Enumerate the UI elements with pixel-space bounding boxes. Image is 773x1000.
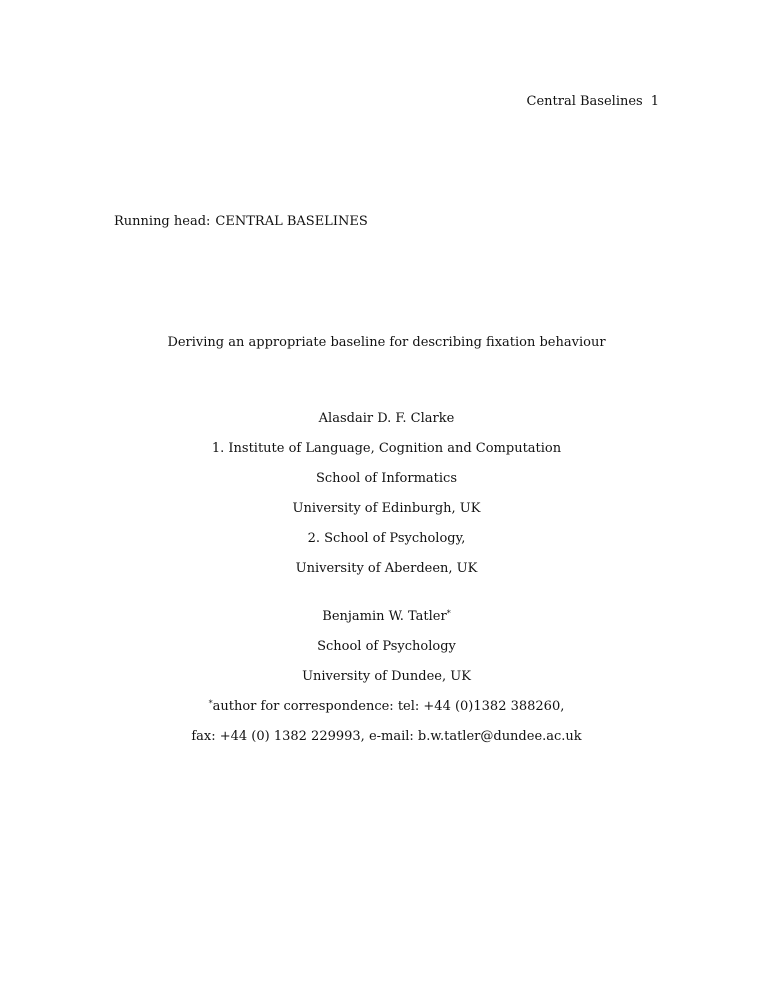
page-header <box>527 94 660 110</box>
header-page-number: 1 <box>650 94 659 109</box>
header-running-title: Central Baselines <box>526 94 643 109</box>
author-affiliation: University of Aberdeen, UK <box>295 561 478 576</box>
author-footnote-marker: * <box>446 609 451 618</box>
running-head <box>114 214 368 230</box>
paper-title: Deriving an appropriate baseline for describing fixation behaviour <box>167 335 606 350</box>
author-affiliation: 2. School of Psychology, <box>307 531 466 546</box>
author-name <box>0 609 773 625</box>
running-head-value: CENTRAL BASELINES <box>215 214 368 229</box>
author-affiliation: 1. Institute of Language, Cognition and Computation <box>211 441 562 456</box>
author-affiliation: University of Edinburgh, UK <box>292 501 481 516</box>
correspondence-line-2: fax: +44 (0) 1382 229993, e-mail: b.w.tatler@dundee.ac.uk <box>191 729 582 744</box>
correspondence-text: author for correspondence: tel: +44 (0)1382 388260, <box>212 699 565 714</box>
correspondence-marker: * <box>208 699 213 708</box>
author-affiliation: University of Dundee, UK <box>302 669 471 684</box>
author-name-text: Benjamin W. Tatler <box>322 609 447 624</box>
correspondence-line-1 <box>0 699 773 715</box>
running-head-label: Running head: <box>114 214 211 229</box>
author-affiliation: School of Psychology <box>317 639 456 654</box>
author-affiliation: School of Informatics <box>315 471 458 486</box>
author-name: Alasdair D. F. Clarke <box>318 411 455 426</box>
